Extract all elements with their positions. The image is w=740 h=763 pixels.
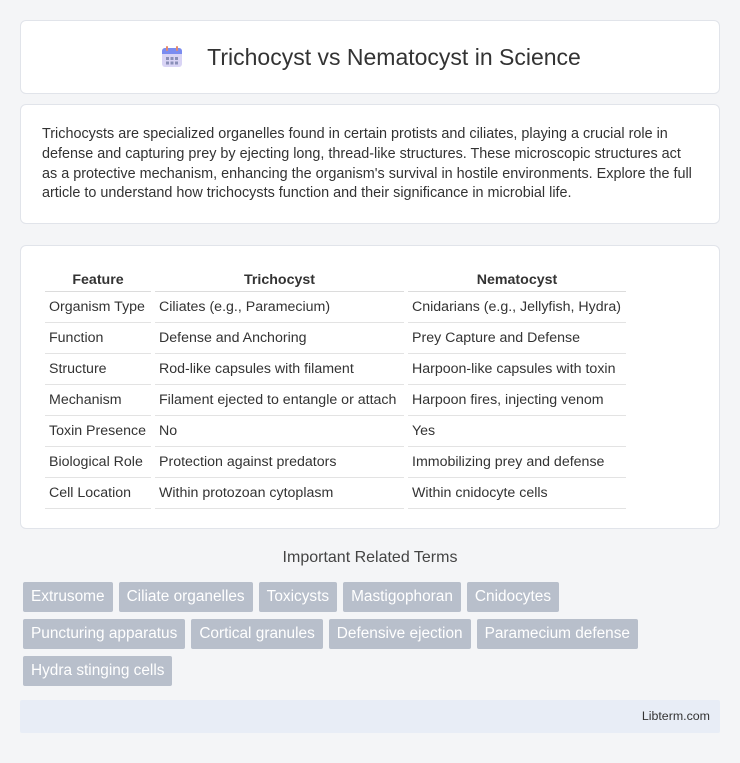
tag-cnidocytes[interactable]: Cnidocytes — [467, 582, 559, 612]
related-terms-title: Important Related Terms — [282, 549, 458, 566]
header-card — [20, 20, 720, 94]
table-cell: Cell Location — [45, 478, 151, 509]
table-row — [45, 385, 626, 416]
comparison-table-card — [20, 245, 720, 529]
table-cell: Function — [45, 323, 151, 354]
table-row — [45, 354, 626, 385]
table-cell: Filament ejected to entangle or attach — [155, 385, 404, 416]
table-header-row — [45, 266, 626, 292]
table-row — [45, 478, 626, 509]
table-cell: Prey Capture and Defense — [408, 323, 626, 354]
intro-card — [20, 104, 720, 224]
table-row — [45, 416, 626, 447]
table-row — [45, 447, 626, 478]
tag-cortical-granules[interactable]: Cortical granules — [191, 619, 322, 649]
table-cell: Yes — [408, 416, 626, 447]
tag-paramecium-defense[interactable]: Paramecium defense — [477, 619, 638, 649]
table-cell: Ciliates (e.g., Paramecium) — [155, 292, 404, 323]
calendar-grid-icon — [159, 44, 185, 70]
table-cell: Immobilizing prey and defense — [408, 447, 626, 478]
table-cell: Cnidarians (e.g., Jellyfish, Hydra) — [408, 292, 626, 323]
table-cell: Within protozoan cytoplasm — [155, 478, 404, 509]
table-cell: Organism Type — [45, 292, 151, 323]
column-header: Feature — [45, 266, 151, 292]
table-cell: Protection against predators — [155, 447, 404, 478]
tag-toxicysts[interactable]: Toxicysts — [259, 582, 337, 612]
table-cell: Biological Role — [45, 447, 151, 478]
table-row — [45, 292, 626, 323]
table-cell: Toxin Presence — [45, 416, 151, 447]
table-cell: Structure — [45, 354, 151, 385]
tag-extrusome[interactable]: Extrusome — [23, 582, 113, 612]
tag-hydra-stinging-cells[interactable]: Hydra stinging cells — [23, 656, 172, 686]
table-cell: Rod-like capsules with filament — [155, 354, 404, 385]
tag-mastigophoran[interactable]: Mastigophoran — [343, 582, 461, 612]
related-terms-list — [23, 582, 723, 686]
table-cell: Harpoon-like capsules with toxin — [408, 354, 626, 385]
tag-defensive-ejection[interactable]: Defensive ejection — [329, 619, 471, 649]
page-title: Trichocyst vs Nematocyst in Science — [207, 43, 581, 70]
footer — [20, 700, 720, 733]
table-cell: Mechanism — [45, 385, 151, 416]
tag-ciliate-organelles[interactable]: Ciliate organelles — [119, 582, 253, 612]
comparison-table — [41, 266, 630, 509]
intro-text: Trichocysts are specialized organelles found in certain protists and ciliates, playing a crucial role in defense and capturing prey by ejecting long, thread-like structures. These microscopic structures act as a protective mechanism, enhancing the organism's survival in hostile environments. Explore the full article to understand how trichocysts function and their significance in microbial life. — [42, 126, 692, 202]
footer-site-link[interactable]: Libterm.com — [641, 709, 710, 723]
table-cell: Within cnidocyte cells — [408, 478, 626, 509]
column-header: Nematocyst — [408, 266, 626, 292]
table-row — [45, 323, 626, 354]
column-header: Trichocyst — [155, 266, 404, 292]
tag-puncturing-apparatus[interactable]: Puncturing apparatus — [23, 619, 185, 649]
table-cell: Harpoon fires, injecting venom — [408, 385, 626, 416]
table-cell: No — [155, 416, 404, 447]
table-cell: Defense and Anchoring — [155, 323, 404, 354]
